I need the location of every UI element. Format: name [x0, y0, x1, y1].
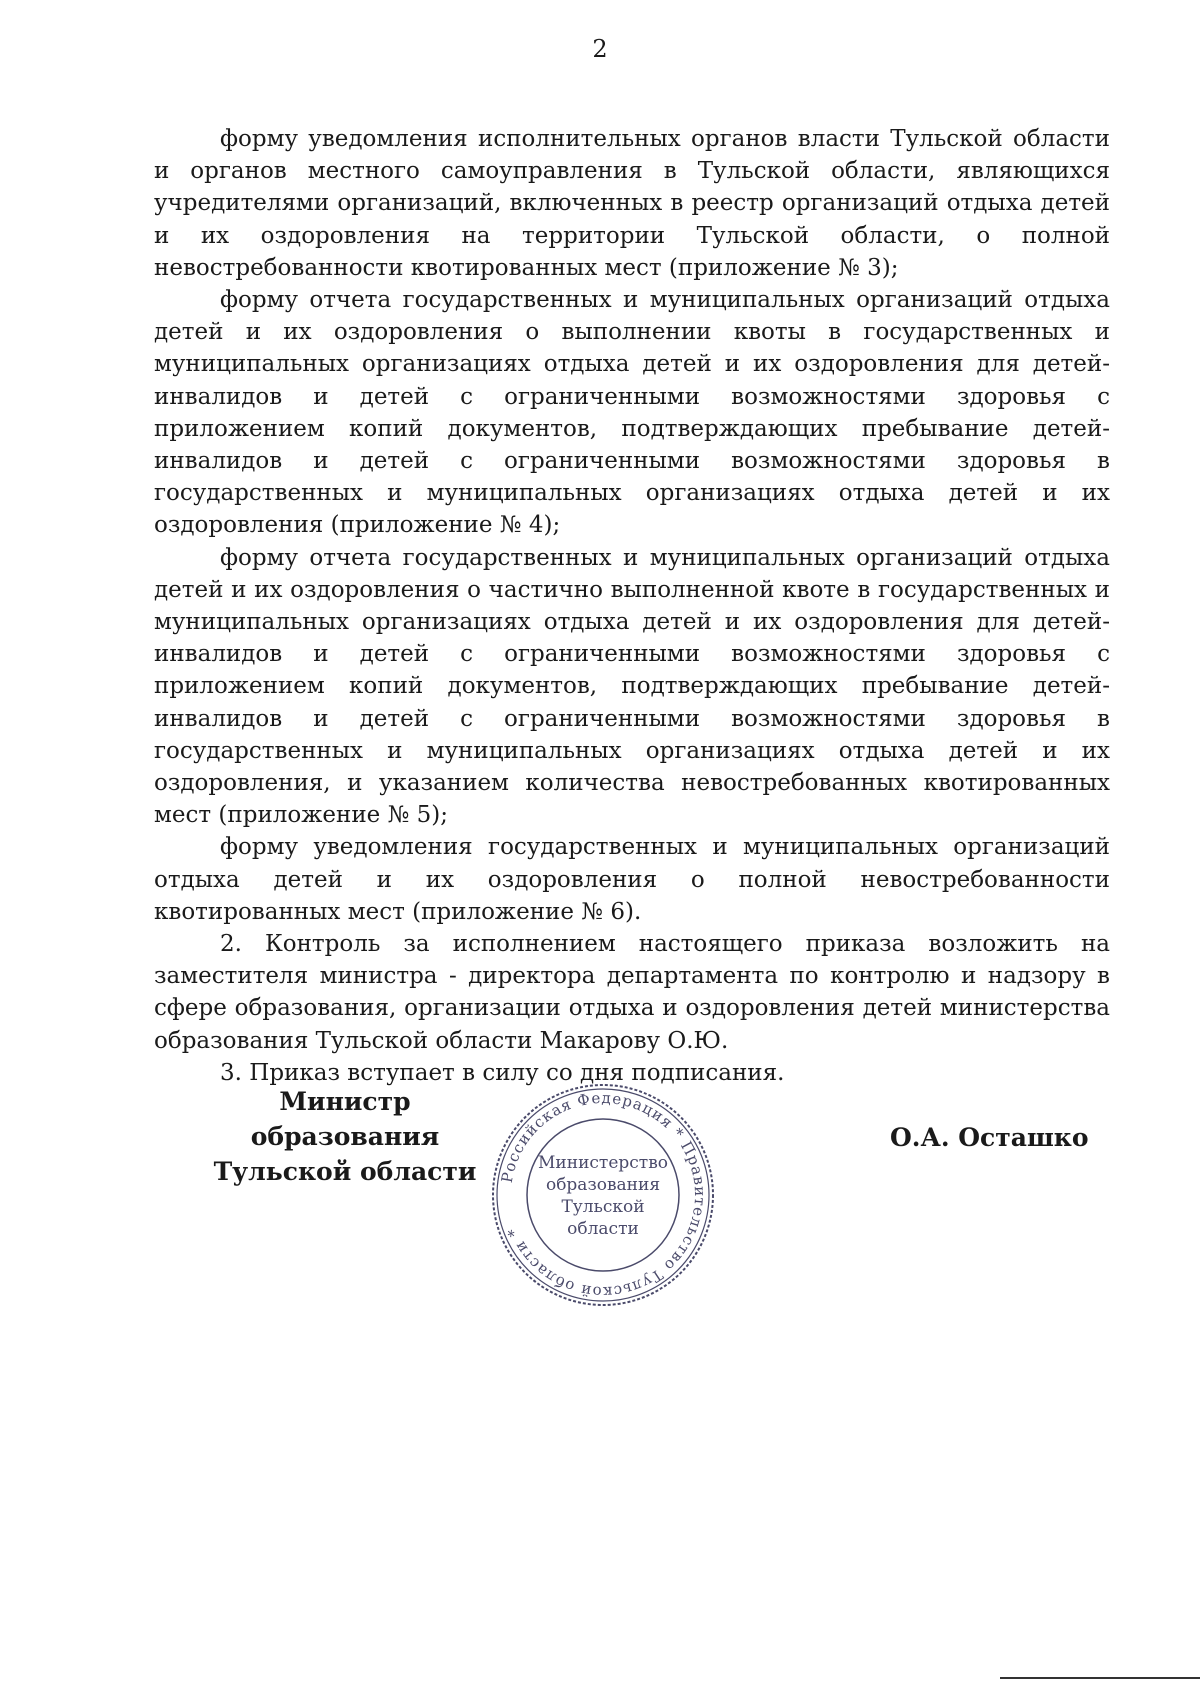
seal-outer-text: Российская Федерация * Правительство Тульской области * — [497, 1088, 710, 1302]
seal-inner-line: Министерство — [538, 1153, 668, 1173]
paragraph-form-report-quota-fulfilled: форму отчета государственных и муниципальных организаций отдыха детей и их оздоровления о выполнении квоты в государственных и муниципальных организациях отдыха детей и их оздоровления для детей-инвалидов и детей с ограниченными возможностями здоровья с приложением копий документов, подтверждающих пребывание детей-инвалидов и детей с ограниченными возможностями здоровья в государственных и муниципальных организациях отдыха детей и их оздоровления (приложение № 4); — [154, 287, 1110, 539]
signatory-title — [195, 1084, 495, 1189]
paragraph-form-report-quota-partial: форму отчета государственных и муниципальных организаций отдыха детей и их оздоровления о частично выполненной квоте в государственных и муниципальных организациях отдыха детей и их оздоровления для детей-инвалидов и детей с ограниченными возможностями здоровья с приложением копий документов, подтверждающих пребывание детей-инвалидов и детей с ограниченными возможностями здоровья в государственных и муниципальных организациях отдыха детей и их оздоровления, и указанием количества невостребованных квотированных мест (приложение № 5); — [154, 544, 1110, 829]
paragraph-form-notice-authorities: форму уведомления исполнительных органов власти Тульской области и органов местного самоуправления в Тульской области, являющихся учредителями организаций, включенных в реестр организаций отдыха детей и их оздоровления на территории Тульской области, о полной невостребованности квотированных мест (приложение № 3); — [154, 126, 1110, 281]
signature-block — [0, 1080, 1200, 1320]
signatory-name: О.А. Осташко — [890, 1123, 1089, 1152]
paragraph-control-clause: 2. Контроль за исполнением настоящего приказа возложить на заместителя министра - директора департамента по контролю и надзору в сфере образования, организации отдыха и оздоровления детей министерства образования Тульской области Макарову О.Ю. — [154, 931, 1110, 1054]
document-body — [154, 123, 1110, 1089]
footer-rule — [1000, 1677, 1200, 1679]
paragraph-form-notice-organizations: форму уведомления государственных и муниципальных организаций отдыха детей и их оздоровления о полной невостребованности квотированных мест (приложение № 6). — [154, 834, 1110, 925]
seal-inner-line: образования — [545, 1175, 661, 1195]
official-seal-icon — [488, 1080, 718, 1310]
seal-inner-line: области — [567, 1219, 639, 1239]
page-number: 2 — [592, 35, 608, 63]
signatory-title-line: Министр образования — [250, 1087, 440, 1151]
svg-text:Российская Федерация * Правите — [498, 1089, 709, 1301]
paragraph-effective-date: 3. Приказ вступает в силу со дня подписания. — [220, 1059, 785, 1086]
signatory-title-line: Тульской области — [213, 1157, 477, 1186]
seal-inner-line: Тульской — [561, 1197, 645, 1217]
